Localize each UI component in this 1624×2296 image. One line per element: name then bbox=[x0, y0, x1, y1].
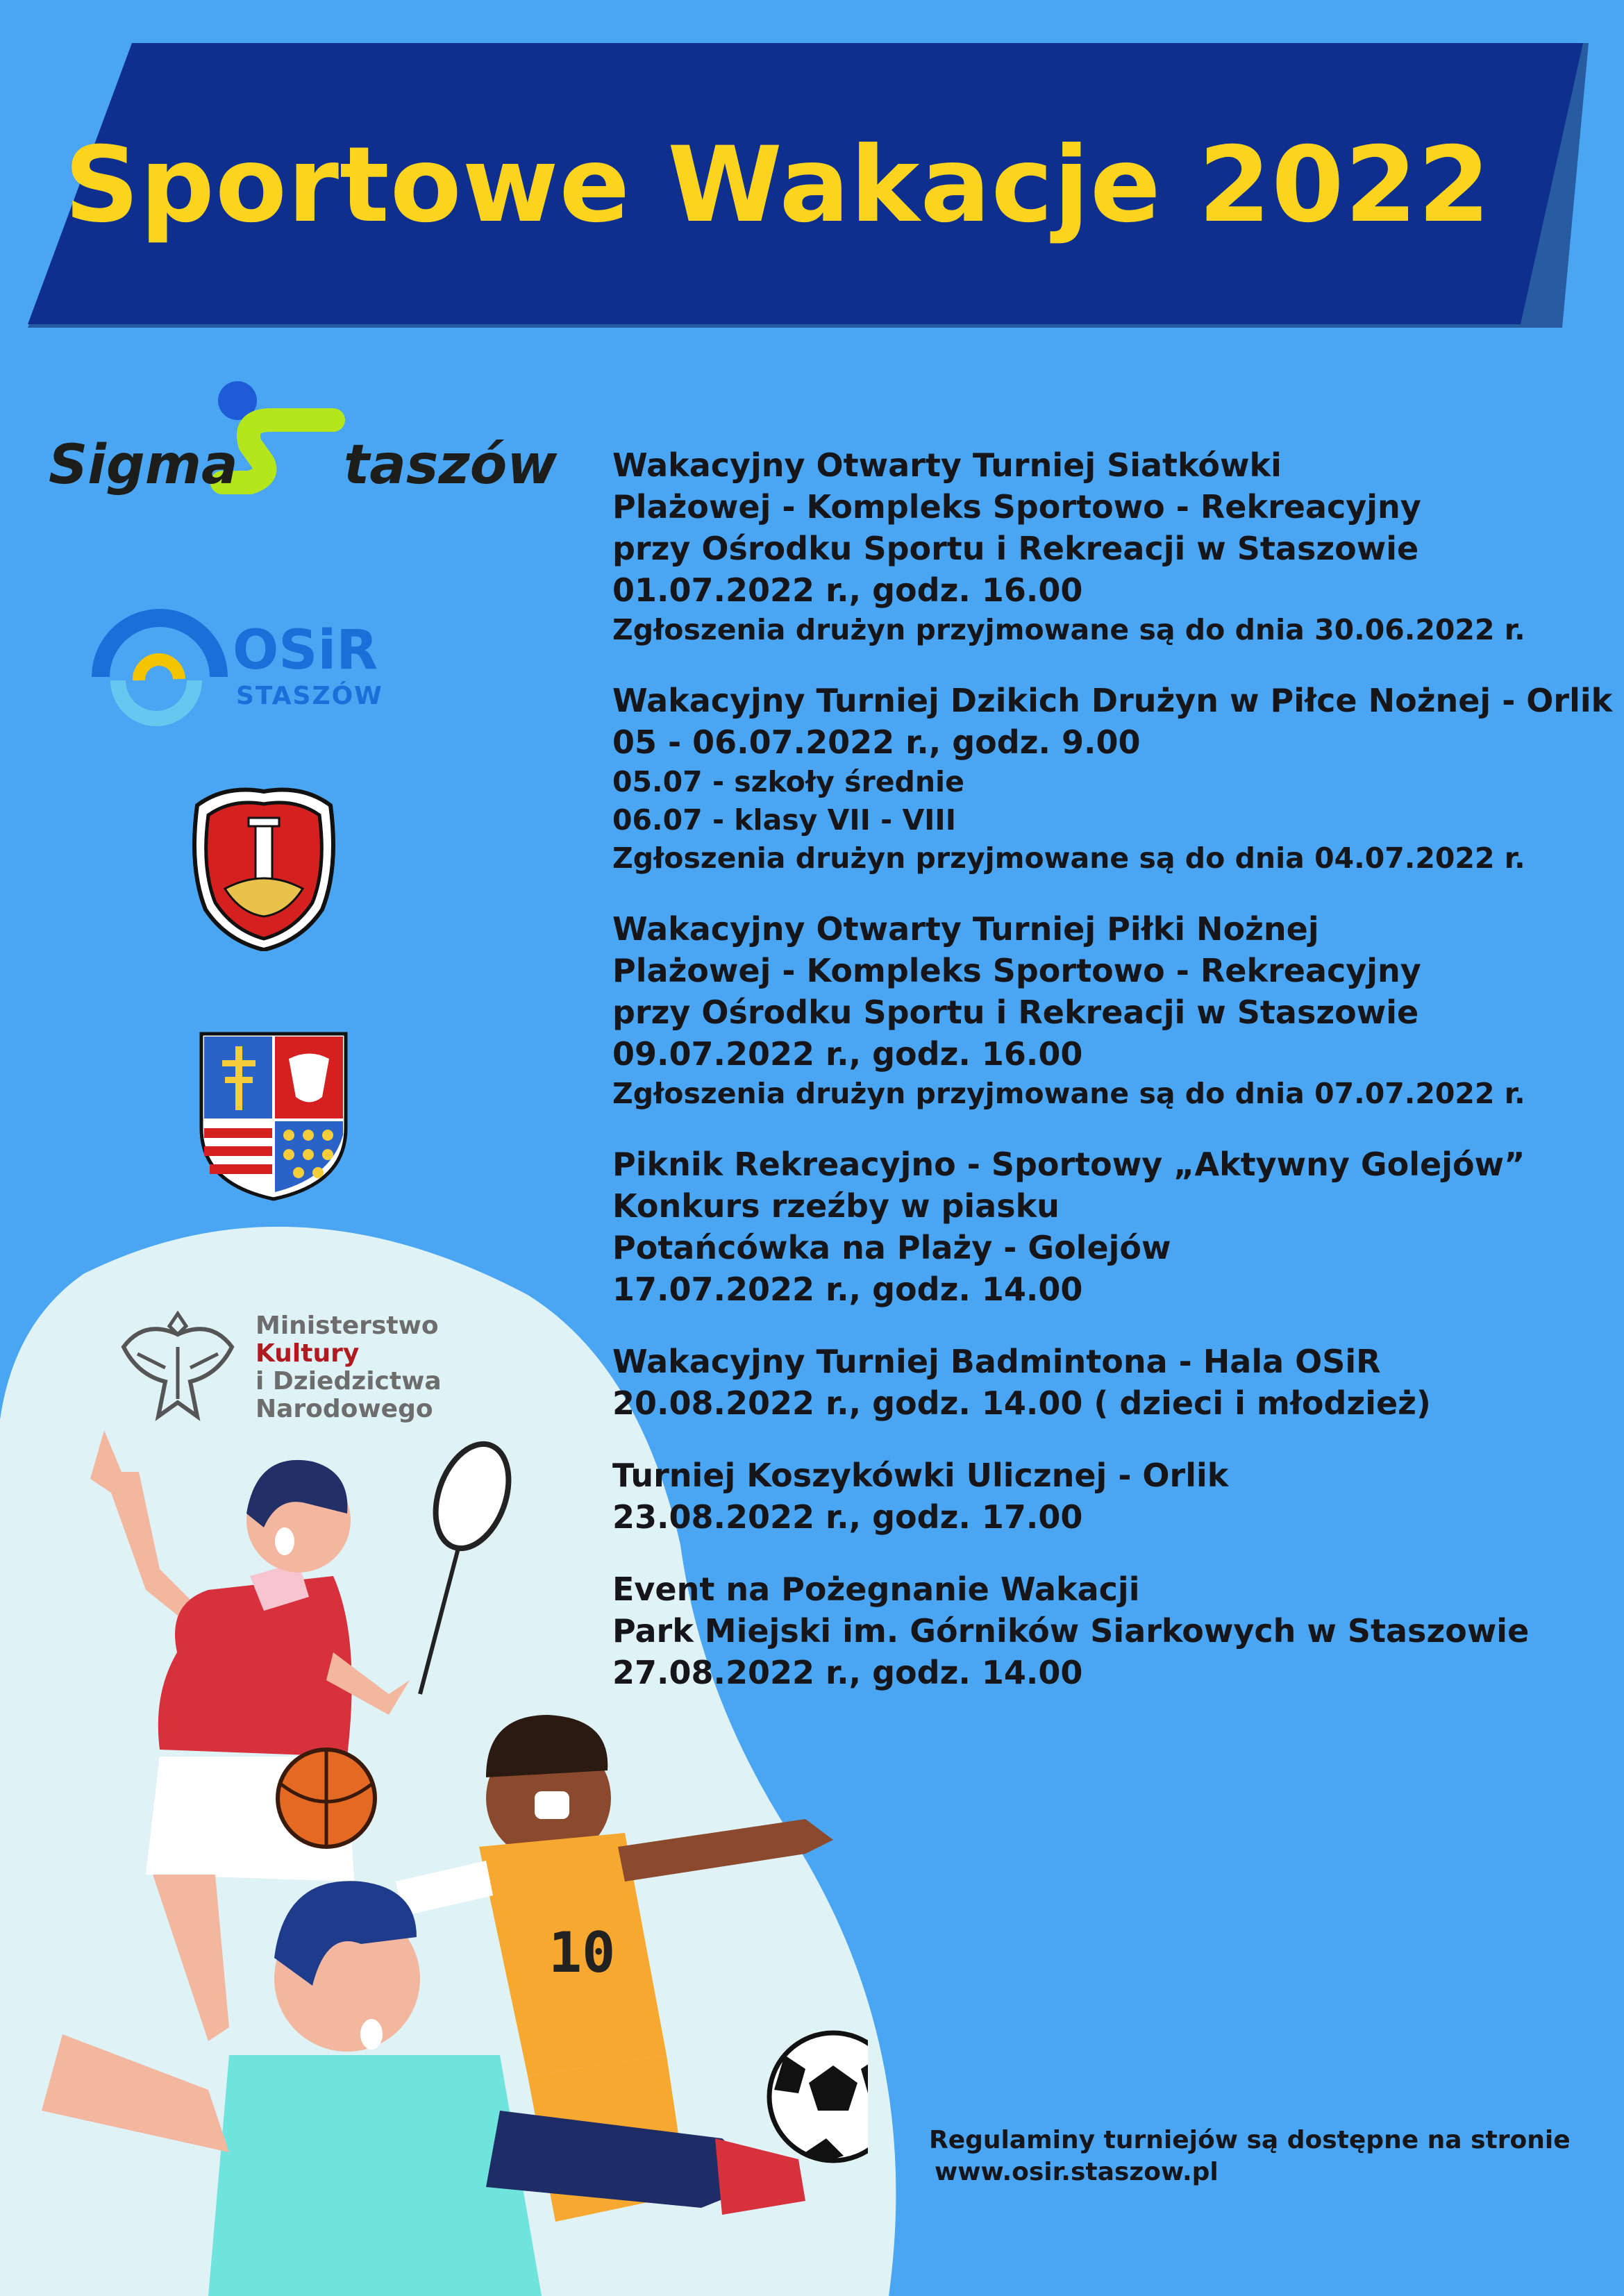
event-line: 20.08.2022 r., godz. 14.00 ( dzieci i młodzież) bbox=[612, 1384, 1431, 1422]
sigma-staszow-logo bbox=[42, 378, 569, 507]
event-line: Piknik Rekreacyjno - Sportowy „Aktywny Golejów” bbox=[612, 1146, 1525, 1183]
event-line: 27.08.2022 r., godz. 14.00 bbox=[612, 1654, 1083, 1691]
osir-ring-icon bbox=[90, 604, 229, 736]
event-line: Wakacyjny Turniej Badmintona - Hala OSiR bbox=[612, 1343, 1381, 1380]
sigma-word: Sigma bbox=[49, 434, 238, 496]
event-item bbox=[612, 1341, 1598, 1424]
event-line: 17.07.2022 r., godz. 14.00 bbox=[612, 1271, 1083, 1308]
page-title: Sportowe Wakacje 2022 bbox=[64, 125, 1491, 246]
event-line: 09.07.2022 r., godz. 16.00 bbox=[612, 1035, 1083, 1073]
staszow-word: taszów bbox=[344, 434, 558, 496]
eagle-emblem-icon bbox=[117, 1305, 238, 1427]
ministry-line-3: i Dziedzictwa bbox=[256, 1367, 442, 1396]
ministry-logo bbox=[117, 1305, 478, 1430]
osir-logo bbox=[90, 604, 403, 736]
osir-name: OSiR bbox=[233, 619, 378, 682]
staszow-coat-of-arms-icon bbox=[183, 785, 344, 951]
event-line: przy Ośrodku Sportu i Rekreacji w Staszowie bbox=[612, 994, 1419, 1031]
jersey-number: 10 bbox=[549, 1920, 616, 1985]
event-line: Wakacyjny Otwarty Turniej Siatkówki bbox=[612, 446, 1282, 484]
title-banner bbox=[28, 43, 1590, 328]
website-link[interactable]: www.osir.staszow.pl bbox=[935, 2158, 1219, 2186]
swietokrzyskie-coat-of-arms-icon bbox=[199, 1031, 349, 1201]
event-note: Zgłoszenia drużyn przyjmowane są do dnia 30.06.2022 r. bbox=[612, 613, 1525, 646]
event-line: 01.07.2022 r., godz. 16.00 bbox=[612, 571, 1083, 609]
event-line: Potańcówka na Plaży - Golejów bbox=[612, 1229, 1171, 1266]
event-item bbox=[612, 680, 1613, 878]
soccer-ball-icon bbox=[769, 2033, 868, 2161]
event-line: Event na Pożegnanie Wakacji bbox=[612, 1570, 1140, 1608]
event-note: 05.07 - szkoły średnie bbox=[612, 765, 964, 798]
events-list bbox=[612, 444, 1613, 1724]
soccer-player bbox=[42, 1881, 805, 2296]
event-item bbox=[612, 908, 1598, 1113]
event-item bbox=[612, 1568, 1598, 1693]
footer-text: Regulaminy turniejów są dostępne na stronie bbox=[929, 2126, 1571, 2154]
event-line: Wakacyjny Turniej Dzikich Drużyn w Piłce Nożnej - Orlik bbox=[612, 682, 1613, 719]
footer-note bbox=[929, 2125, 1571, 2188]
event-line: Konkurs rzeźby w piasku bbox=[612, 1187, 1060, 1225]
ministry-line-4: Narodowego bbox=[256, 1395, 433, 1423]
event-line: przy Ośrodku Sportu i Rekreacji w Staszowie bbox=[612, 530, 1419, 567]
event-item bbox=[612, 1143, 1598, 1310]
event-line: Wakacyjny Otwarty Turniej Piłki Nożnej bbox=[612, 910, 1319, 948]
event-line: 23.08.2022 r., godz. 17.00 bbox=[612, 1498, 1083, 1536]
event-item bbox=[612, 444, 1598, 649]
osir-city: STASZÓW bbox=[236, 682, 383, 710]
event-line: 05 - 06.07.2022 r., godz. 9.00 bbox=[612, 723, 1141, 761]
event-line: Turniej Koszykówki Ulicznej - Orlik bbox=[612, 1457, 1229, 1494]
event-item bbox=[612, 1455, 1598, 1538]
event-line: Plażowej - Kompleks Sportowo - Rekreacyjny bbox=[612, 488, 1421, 526]
ministry-line-1: Ministerstwo bbox=[256, 1312, 439, 1340]
event-note: Zgłoszenia drużyn przyjmowane są do dnia 07.07.2022 r. bbox=[612, 1077, 1525, 1110]
event-line: Plażowej - Kompleks Sportowo - Rekreacyjny bbox=[612, 952, 1421, 989]
ministry-line-2: Kultury bbox=[256, 1339, 360, 1368]
event-line: Park Miejski im. Górników Siarkowych w Staszowie bbox=[612, 1612, 1530, 1650]
event-note: 06.07 - klasy VII - VIII bbox=[612, 803, 956, 837]
event-note: Zgłoszenia drużyn przyjmowane są do dnia 04.07.2022 r. bbox=[612, 841, 1525, 875]
